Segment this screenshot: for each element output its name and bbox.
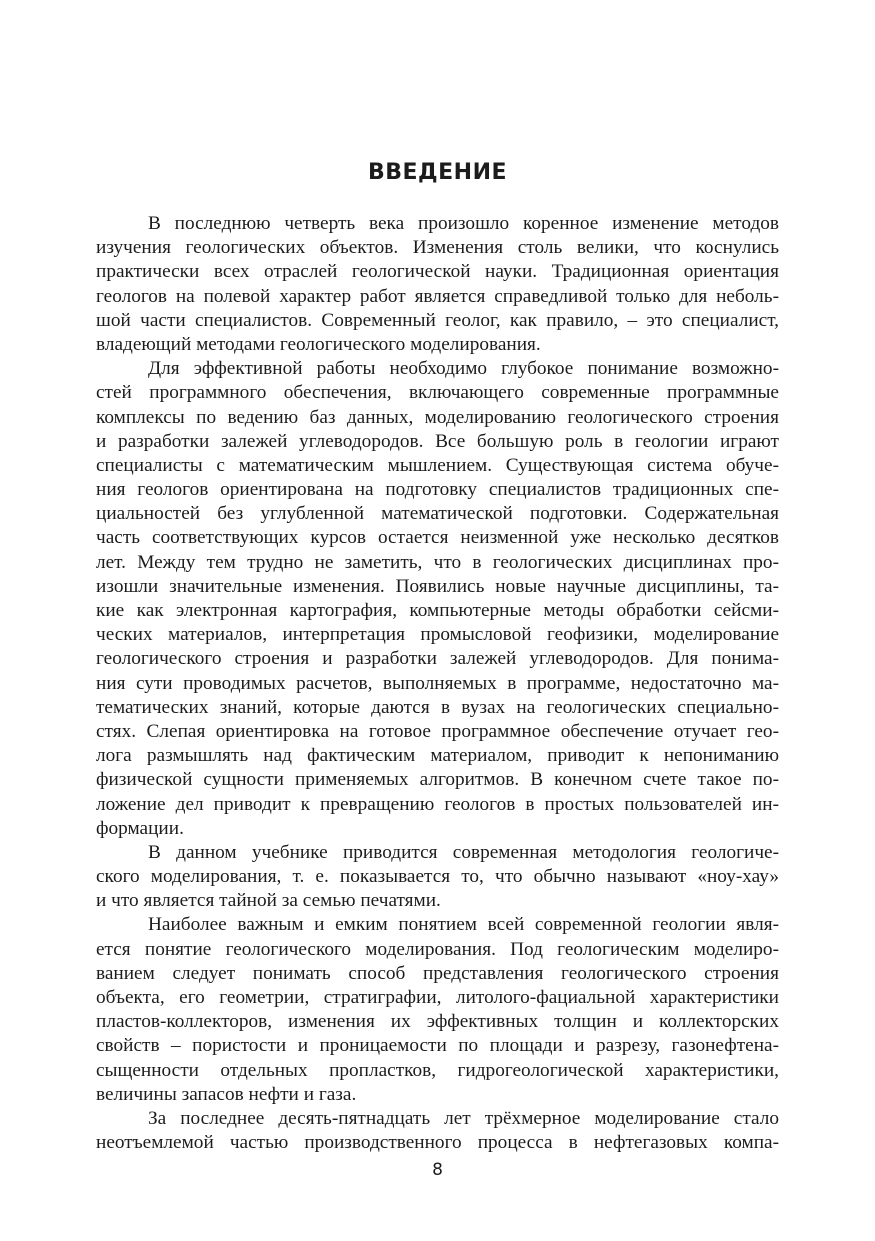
text-line: стях. Слепая ориентировка на готовое программное обеспечение отучает гео- xyxy=(96,720,779,742)
paragraph xyxy=(96,841,779,914)
text-line: ния геологов ориентирована на подготовку специалистов традиционных спе- xyxy=(96,479,779,501)
text-line: ложение дел приводит к превращению геологов в простых пользователей ин- xyxy=(96,793,779,815)
text-line: ется понятие геологического моделирования. Под геологическим моделиро- xyxy=(96,938,779,960)
text-line: ческих материалов, интерпретация промысловой геофизики, моделирование xyxy=(96,624,779,646)
text-line: лет. Между тем трудно не заметить, что в геологических дисциплинах про- xyxy=(96,551,779,573)
text-line: изучения геологических объектов. Изменения столь велики, что коснулись xyxy=(96,237,779,259)
text-line: пластов-коллекторов, изменения их эффективных толщин и коллекторских xyxy=(96,1011,779,1033)
body-text xyxy=(96,212,779,1155)
paragraph xyxy=(96,212,779,357)
page-number: 8 xyxy=(432,1160,443,1180)
text-line: часть соответствующих курсов остается неизменной уже несколько десятков xyxy=(96,527,779,549)
paragraph xyxy=(96,913,779,1107)
text-line: объекта, его геометрии, стратиграфии, литолого-фациальной характеристики xyxy=(96,987,779,1008)
text-line: тематических знаний, которые даются в вузах на геологических специально- xyxy=(96,696,779,718)
text-line: геологов на полевой характер работ является справедливой только для неболь- xyxy=(96,285,779,307)
text-line: формации. xyxy=(96,817,184,839)
text-line: ванием следует понимать способ представления геологического строения xyxy=(96,962,779,984)
text-line: Наиболее важным и емким понятием всей современной геологии явля- xyxy=(148,914,779,936)
text-line: лога размышлять над фактическим материалом, приводит к непониманию xyxy=(96,745,779,767)
text-line: свойств – пористости и проницаемости по площади и разрезу, газонефтена- xyxy=(96,1035,779,1057)
text-line: сыщенности отдельных пропластков, гидрогеологической характеристики, xyxy=(96,1059,779,1081)
text-line: владеющий методами геологического моделирования. xyxy=(96,333,541,355)
text-line: стей программного обеспечения, включающего современные программные xyxy=(96,382,779,404)
text-line: кие как электронная картография, компьютерные методы обработки сейсми- xyxy=(96,600,779,621)
text-line: ского моделирования, т. е. показывается то, что обычно называют «ноу-хау» xyxy=(96,866,779,888)
text-line: ния сути проводимых расчетов, выполняемых в программе, недостаточно ма- xyxy=(96,672,779,694)
text-line: В данном учебнике приводится современная методология геологиче- xyxy=(148,841,779,863)
text-line: шой части специалистов. Современный геолог, как правило, – это специалист, xyxy=(96,309,779,331)
page-title: ВВЕДЕНИЕ xyxy=(367,160,508,185)
text-line: величины запасов нефти и газа. xyxy=(96,1083,357,1105)
text-line: комплексы по ведению баз данных, моделированию геологического строения xyxy=(96,406,779,428)
text-line: и разработки залежей углеводородов. Все большую роль в геологии играют xyxy=(96,430,779,452)
text-line: практически всех отраслей геологической науки. Традиционная ориентация xyxy=(96,261,779,283)
text-line: изошли значительные изменения. Появились новые научные дисциплины, та- xyxy=(96,575,779,597)
text-line: и что является тайной за семью печатями. xyxy=(96,890,441,912)
paragraph xyxy=(96,357,779,841)
text-line: специалисты с математическим мышлением. Существующая система обуче- xyxy=(96,454,779,476)
text-line: физической сущности применяемых алгоритмов. В конечном счете такое по- xyxy=(96,769,779,791)
text-line: геологического строения и разработки залежей углеводородов. Для понима- xyxy=(96,648,779,670)
text-line: Для эффективной работы необходимо глубокое понимание возможно- xyxy=(148,358,779,380)
paragraph xyxy=(96,1107,779,1155)
text-line: В последнюю четверть века произошло коренное изменение методов xyxy=(148,213,779,234)
text-line: неотъемлемой частью производственного процесса в нефтегазовых компа- xyxy=(96,1132,779,1154)
text-line: За последнее десять-пятнадцать лет трёхмерное моделирование стало xyxy=(148,1107,779,1129)
text-line: циальностей без углубленной математической подготовки. Содержательная xyxy=(96,503,779,525)
